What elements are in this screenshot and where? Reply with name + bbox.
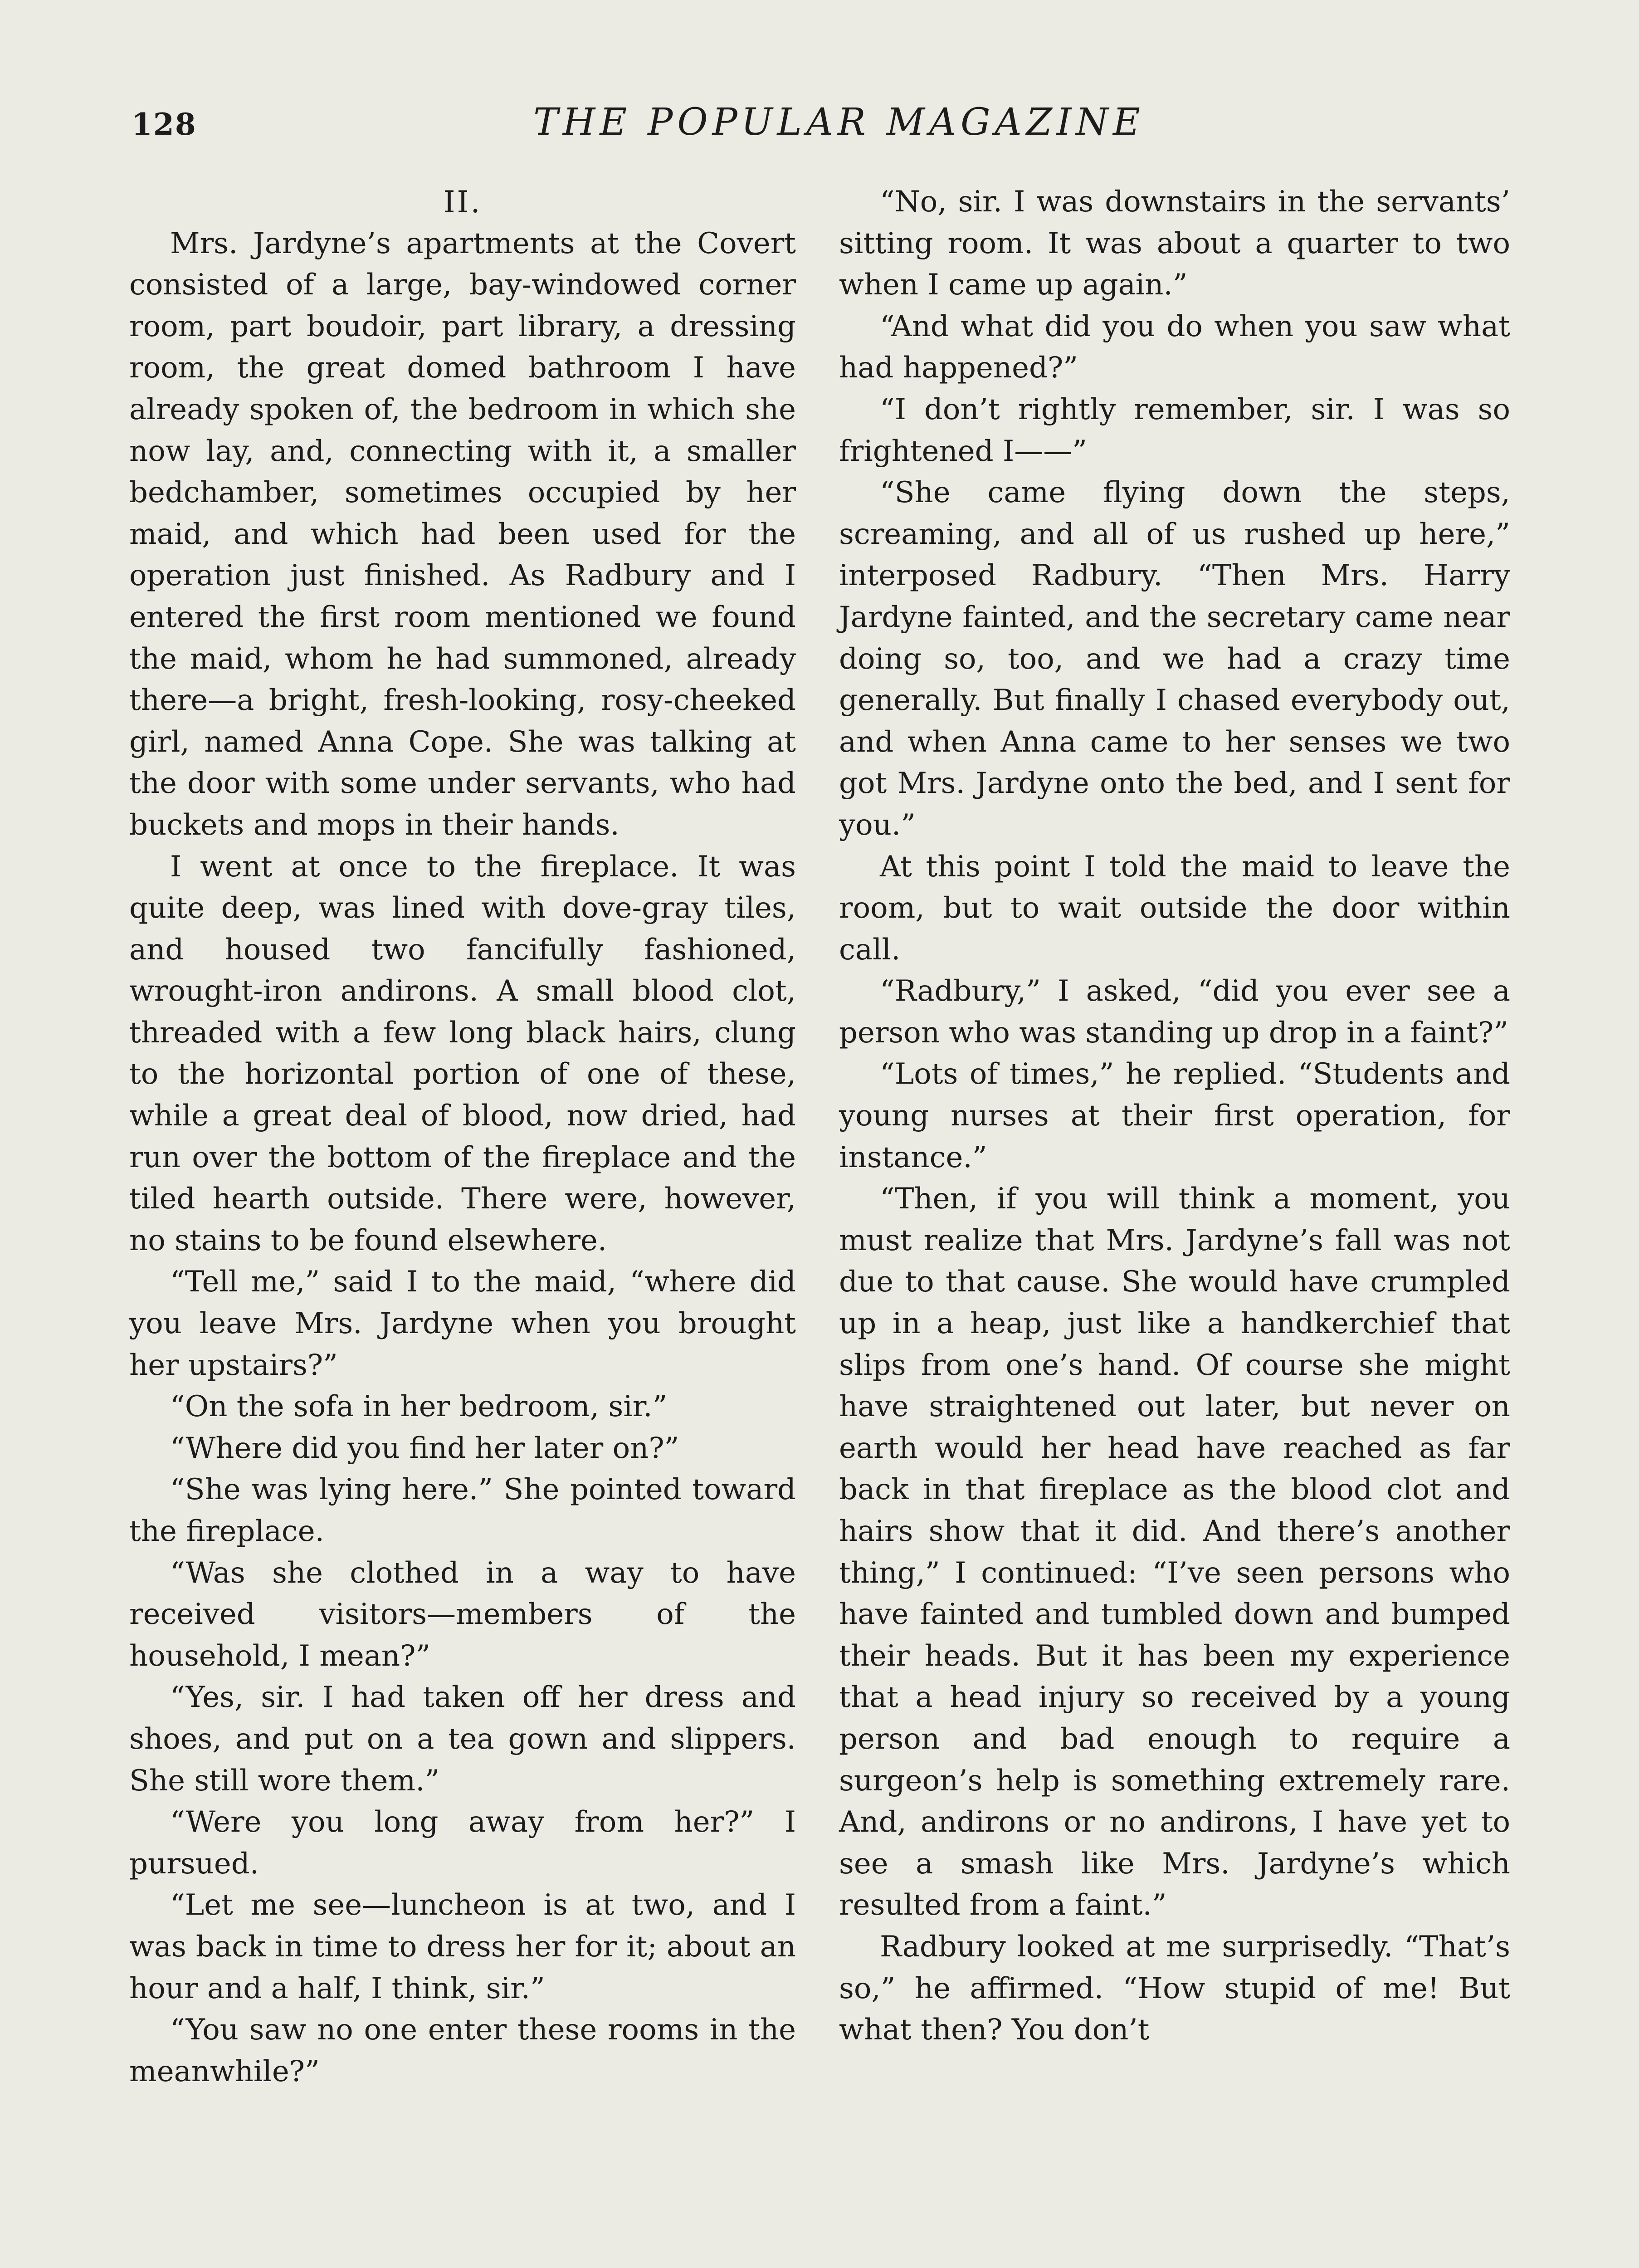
paragraph: “She came flying down the steps, screaming, and all of us rushed up here,” interposed Radbury. “Then Mrs. Harry Jardyne fainted, and the secretary came near doing so, too, and we had a crazy time generally. But finally I chased everybody out, and when Anna came to her senses we two got Mrs. Jardyne onto the bed, and I sent for you.” xyxy=(839,476,1510,842)
paragraph: “No, sir. I was downstairs in the servants’ sitting room. It was about a quarter to two when I came up again.” xyxy=(839,185,1510,302)
paragraph: “And what did you do when you saw what had happened?” xyxy=(839,309,1510,385)
running-head: THE POPULAR MAGAZINE xyxy=(533,101,1145,144)
paragraph: Mrs. Jardyne’s apartments at the Covert consisted of a large, bay-windowed corner room, part boudoir, part library, a dressing room, the great domed bathroom I have already spoken of, the bedroom in which she now lay, and, connecting with it, a smaller bedchamber, sometimes occupied by her maid, and which had been used for the operation just finished. As Radbury and I entered the first room mentioned we found the maid, whom he had summoned, already there—a bright, fresh-looking, rosy-cheeked girl, named Anna Cope. She was talking at the door with some under servants, who had buckets and mops in their hands. xyxy=(129,226,796,842)
paragraph: “I don’t rightly remember, sir. I was so frightened I——” xyxy=(839,392,1510,468)
paragraph: “Was she clothed in a way to have received visitors—members of the household, I mean?” xyxy=(129,1556,796,1673)
paragraph: “She was lying here.” She pointed toward the fireplace. xyxy=(129,1473,796,1548)
paragraph: “Radbury,” I asked, “did you ever see a person who was standing up drop in a faint?” xyxy=(839,974,1510,1050)
paragraph: “Tell me,” said I to the maid, “where did you leave Mrs. Jardyne when you brought her upstairs?” xyxy=(129,1265,796,1382)
paragraph: “Were you long away from her?” I pursued. xyxy=(129,1805,796,1881)
paragraph: “You saw no one enter these rooms in the meanwhile?” xyxy=(129,2013,796,2088)
paragraph: “Yes, sir. I had taken off her dress and shoes, and put on a tea gown and slippers. She still wore them.” xyxy=(129,1681,796,1798)
paragraph: “Then, if you will think a moment, you must realize that Mrs. Jardyne’s fall was not due to that cause. She would have crumpled up in a heap, just like a handkerchief that slips from one’s hand. Of course she might have straightened out later, but never on earth would her head have reached as far back in that fireplace as the blood clot and hairs show that it did. And there’s another thing,” I continued: “I’ve seen persons who have fainted and tumbled down and bumped their heads. But it has been my experience that a head injury so received by a young person and bad enough to require a surgeon’s help is something extremely rare. And, andirons or no andirons, I have yet to see a smash like Mrs. Jardyne’s which resulted from a faint.” xyxy=(839,1182,1510,1922)
right-column xyxy=(839,181,1510,2051)
paragraph: “Let me see—luncheon is at two, and I was back in time to dress her for it; about an hour and a half, I think, sir.” xyxy=(129,1888,796,2005)
paragraph: “On the sofa in her bedroom, sir.” xyxy=(170,1390,668,1424)
paragraph: I went at once to the fireplace. It was quite deep, was lined with dove-gray tiles, and housed two fancifully fashioned, wrought-iron andirons. A small blood clot, threaded with a few long black hairs, clung to the horizontal portion of one of these, while a great deal of blood, now dried, had run over the bottom of the fireplace and the tiled hearth outside. There were, however, no stains to be found elsewhere. xyxy=(129,850,796,1257)
left-column xyxy=(129,181,796,2092)
section-heading: II. xyxy=(443,185,482,220)
paragraph: “Where did you find her later on?” xyxy=(170,1431,679,1465)
paragraph: Radbury looked at me surprisedly. “That’s so,” he affirmed. “How stupid of me! But what then? You don’t xyxy=(839,1930,1510,2047)
page-number: 128 xyxy=(132,107,197,142)
paragraph: “Lots of times,” he replied. “Students and young nurses at their first operation, for instance.” xyxy=(839,1057,1510,1174)
paragraph: At this point I told the maid to leave the room, but to wait outside the door within call. xyxy=(839,850,1510,967)
